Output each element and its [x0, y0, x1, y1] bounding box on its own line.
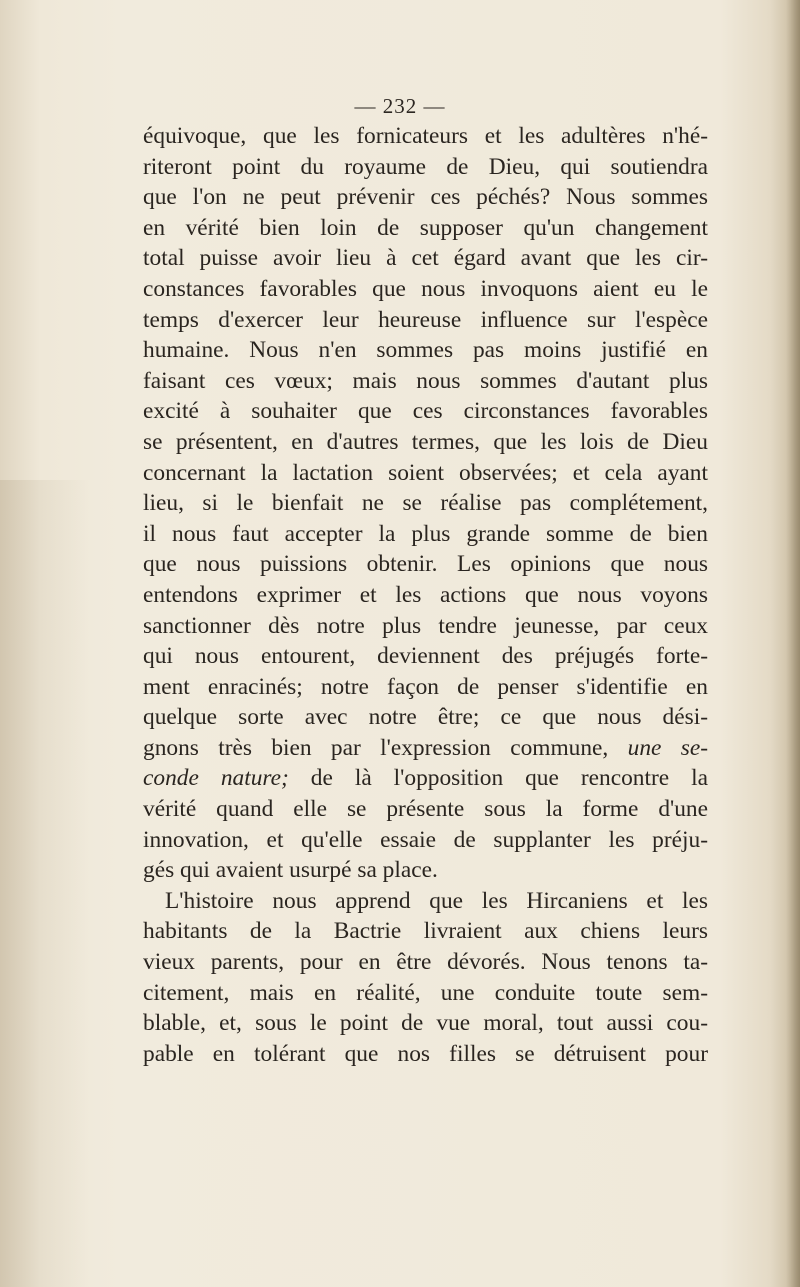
text-line: habitants de la Bactrie livraient aux chiens leurs	[143, 918, 708, 945]
text-line: blable, et, sous le point de vue moral, tout aussi cou-	[143, 1010, 708, 1037]
text-run: gnons très bien par l'expression commune,	[143, 734, 628, 761]
text-line: se présentent, en d'autres termes, que les lois de Dieu	[143, 428, 708, 455]
text-line: temps d'exercer leur heureuse influence sur l'espèce	[143, 306, 708, 333]
text-line: innovation, et qu'elle essaie de supplanter les préju-	[143, 826, 708, 853]
text-line: constances favorables que nous invoquons aient eu le	[143, 275, 708, 302]
text-line: équivoque, que les fornicateurs et les adultères n'hé-	[143, 123, 708, 149]
text-line: citement, mais en réalité, une conduite toute sem-	[143, 979, 708, 1006]
page-header: — 232 —	[354, 94, 446, 118]
text-line: que nous puissions obtenir. Les opinions que nous	[143, 551, 708, 578]
text-line: vérité quand elle se présente sous la forme d'une	[143, 796, 708, 823]
text-run: de là l'opposition que rencontre la	[288, 765, 708, 792]
italic-text: conde nature;	[143, 765, 289, 792]
text-line: L'histoire nous apprend que les Hircaniens et les	[165, 887, 708, 914]
text-line: quelque sorte avec notre être; ce que nous dési-	[143, 704, 708, 731]
text-line: entendons exprimer et les actions que nous voyons	[143, 581, 708, 608]
text-line: lieu, si le bienfait ne se réalise pas complétement,	[143, 490, 708, 517]
text-line: vieux parents, pour en être dévorés. Nous tenons ta-	[143, 949, 708, 976]
text-line: concernant la lactation soient observées; et cela ayant	[143, 459, 708, 486]
text-line: riteront point du royaume de Dieu, qui soutiendra	[143, 153, 708, 180]
text-line: humaine. Nous n'en sommes pas moins justifié en	[143, 337, 708, 364]
text-line: faisant ces vœux; mais nous sommes d'autant plus	[143, 367, 708, 394]
text-line: total puisse avoir lieu à cet égard avant que les cir-	[143, 245, 708, 272]
text-line: ment enracinés; notre façon de penser s'identifie en	[143, 673, 708, 700]
text-line: pable en tolérant que nos filles se détruisent pour	[143, 1040, 708, 1067]
text-line: il nous faut accepter la plus grande somme de bien	[143, 520, 708, 547]
text-line	[143, 763, 708, 794]
text-line: que l'on ne peut prévenir ces péchés? Nous sommes	[143, 184, 708, 211]
page-stain	[0, 480, 90, 1287]
text-line: sanctionner dès notre plus tendre jeunesse, par ceux	[143, 612, 708, 639]
body-text	[143, 121, 708, 1069]
text-line: gés qui avaient usurpé sa place.	[143, 857, 438, 884]
italic-text: une se-	[627, 734, 709, 761]
text-line: en vérité bien loin de supposer qu'un changement	[143, 214, 708, 241]
page-edge-shadow	[786, 0, 800, 1287]
text-line: excité à souhaiter que ces circonstances favorables	[143, 398, 708, 425]
text-line	[143, 733, 708, 764]
text-line: qui nous entourent, deviennent des préjugés forte-	[143, 643, 708, 670]
